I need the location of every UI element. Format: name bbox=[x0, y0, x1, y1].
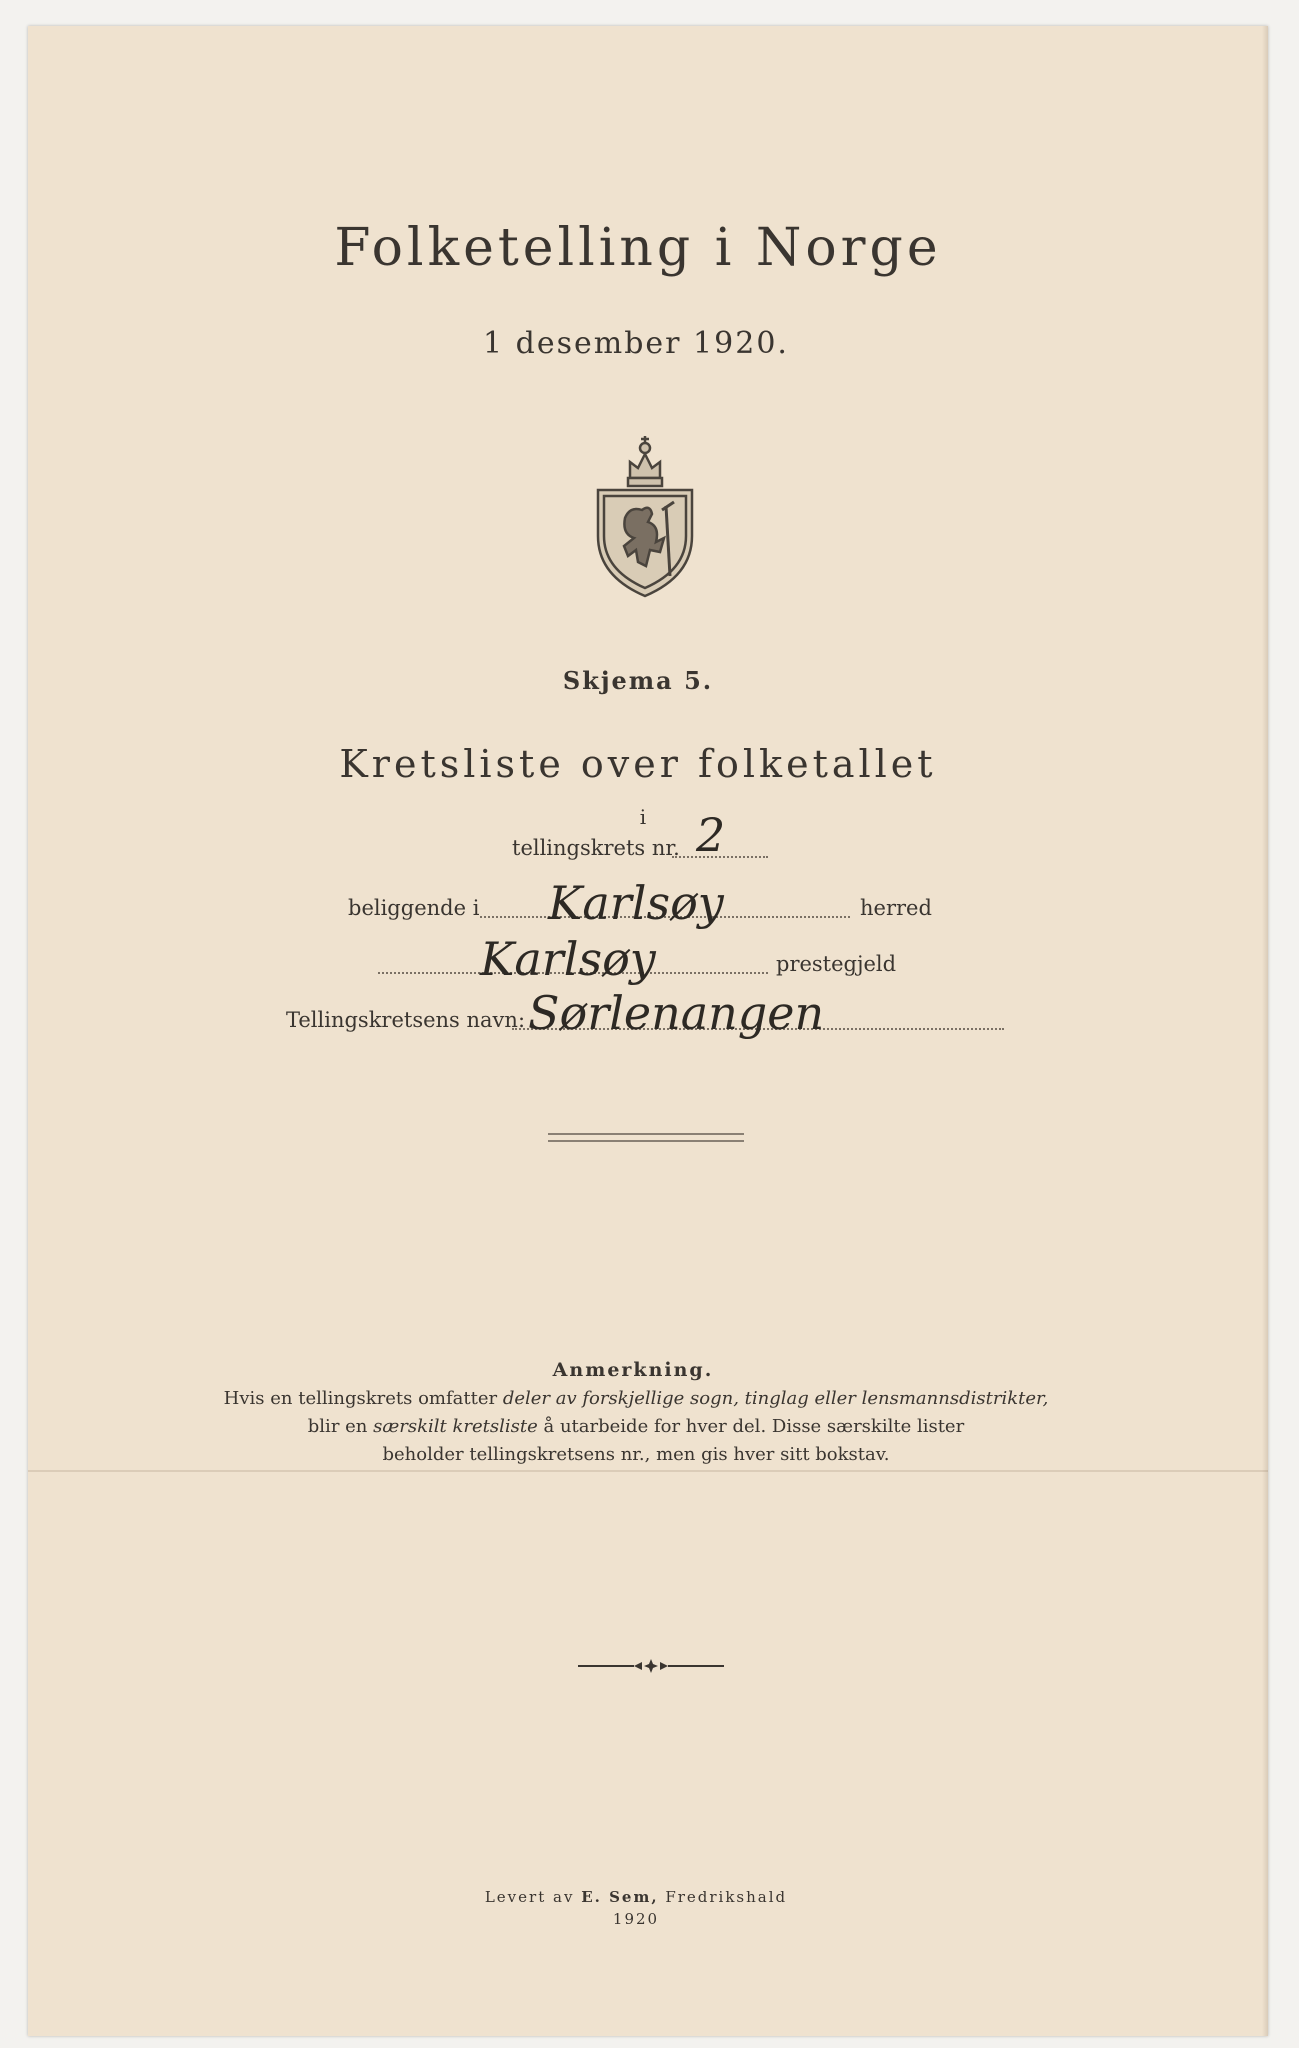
note-line-1-emphasis: deler av forskjellige sogn, tinglag eller lensmannsdistrikter, bbox=[502, 1388, 1049, 1409]
printer-year: 1920 bbox=[612, 1910, 660, 1928]
norwegian-coat-of-arms-icon bbox=[590, 426, 700, 598]
district-number-row bbox=[28, 808, 1268, 866]
note-line-2-text-b: å utarbeide for hver del. Disse særskilte lister bbox=[537, 1416, 965, 1437]
district-number-label: tellingskrets nr. bbox=[512, 836, 680, 860]
printer-city: Fredrikshald bbox=[658, 1888, 788, 1906]
note-line-2-emphasis: særskilt kretsliste bbox=[373, 1416, 538, 1437]
decorative-ornament-icon bbox=[576, 1658, 726, 1674]
parish-value: Karlsøy bbox=[480, 932, 656, 986]
parish-suffix: prestegjeld bbox=[776, 952, 897, 976]
preposition-text: i bbox=[639, 805, 647, 829]
district-name-label: Tellingskretsens navn: bbox=[286, 1008, 526, 1032]
note-line-2-text-a: blir en bbox=[307, 1416, 374, 1437]
paper-fold-line bbox=[28, 1470, 1268, 1472]
printer-credit bbox=[16, 1888, 1256, 1906]
printer-prefix: Levert av bbox=[484, 1888, 582, 1906]
note-line-1-text: Hvis en tellingskrets omfatter bbox=[223, 1388, 503, 1409]
municipality-value: Karlsøy bbox=[548, 876, 724, 930]
note-line-2 bbox=[16, 1416, 1256, 1437]
district-name-value: Sørlenangen bbox=[528, 986, 825, 1040]
note-heading: Anmerkning. bbox=[552, 1359, 714, 1381]
parish-row bbox=[28, 932, 1268, 986]
district-name-row bbox=[28, 986, 1268, 1040]
municipality-suffix: herred bbox=[860, 896, 932, 920]
note-line-1 bbox=[16, 1388, 1256, 1409]
note-line-3: beholder tellingskretsens nr., men gis hver sitt bokstav. bbox=[382, 1444, 890, 1465]
printer-name: E. Sem, bbox=[581, 1888, 659, 1906]
schema-number: Skjema 5. bbox=[562, 666, 714, 695]
district-number-value: 2 bbox=[696, 808, 726, 862]
municipality-row bbox=[28, 876, 1268, 930]
census-form-page bbox=[28, 26, 1268, 2036]
census-date: 1 desember 1920. bbox=[483, 326, 789, 361]
section-divider bbox=[548, 1133, 744, 1142]
located-in-label: beliggende i bbox=[348, 896, 480, 920]
form-subtitle: Kretsliste over folketallet bbox=[339, 742, 937, 786]
document-title: Folketelling i Norge bbox=[334, 218, 942, 278]
